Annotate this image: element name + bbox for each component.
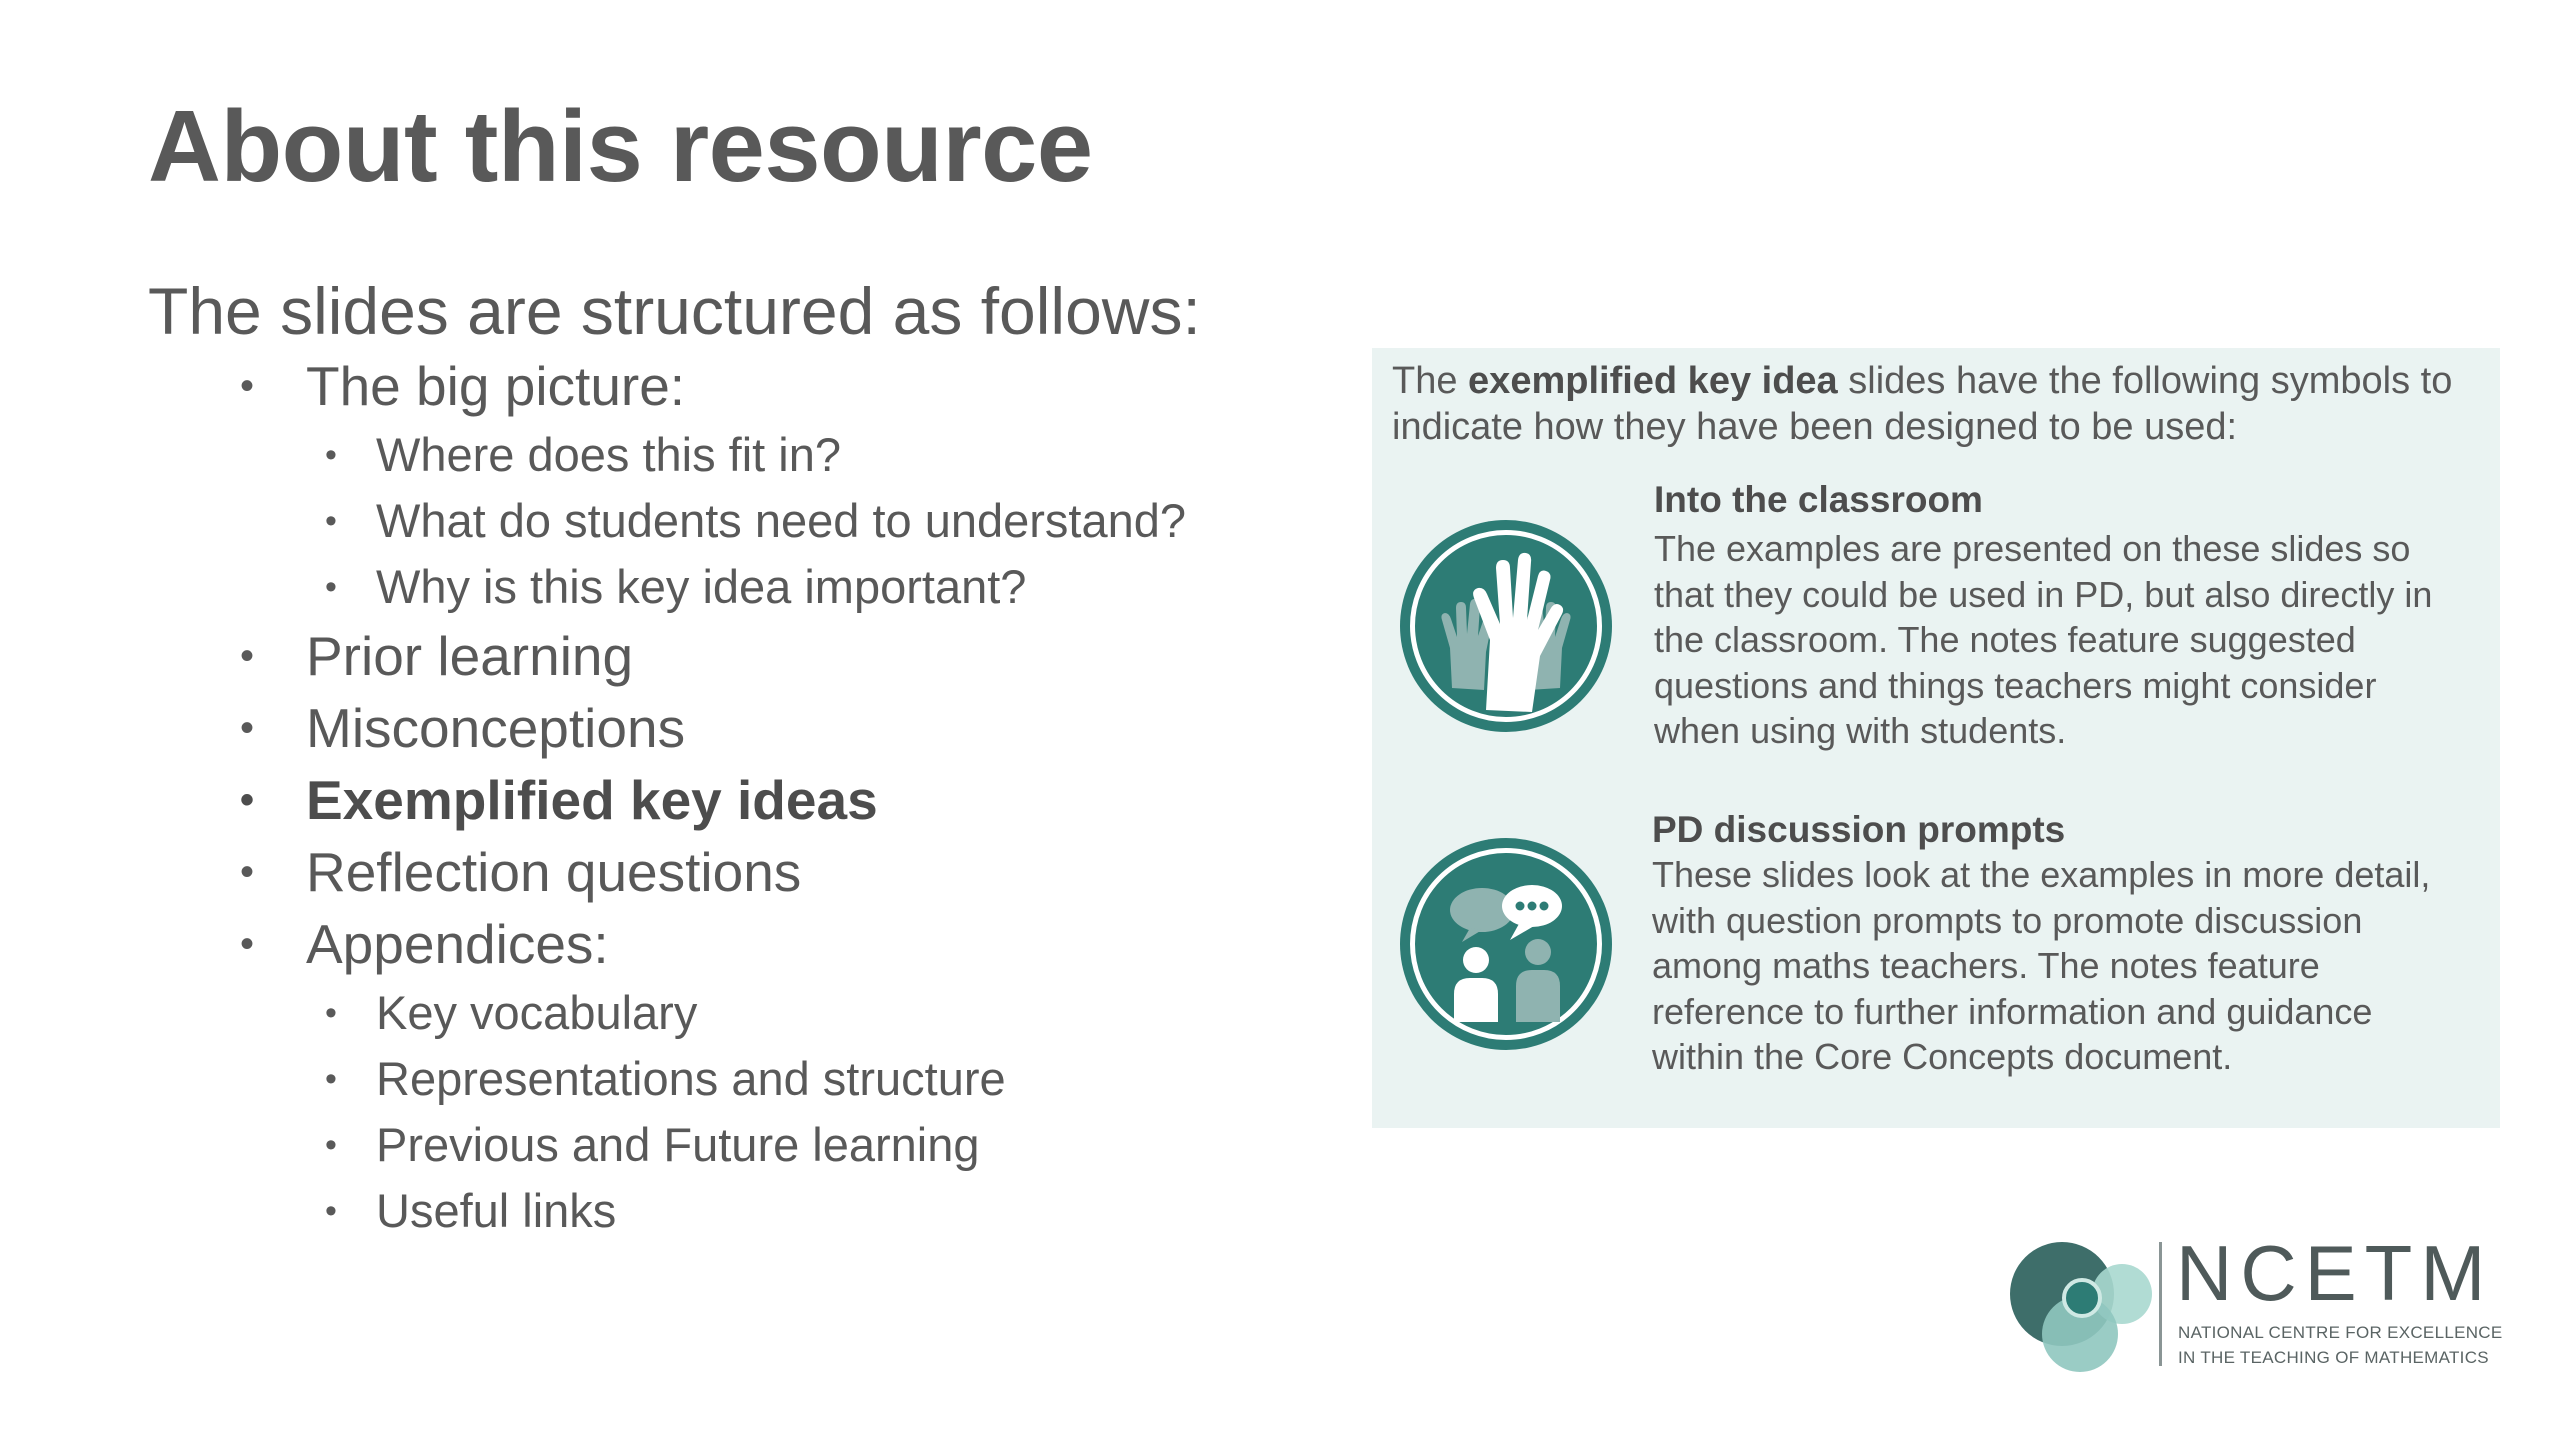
outline-item-appendices (240, 908, 1340, 1244)
outline-subitem: • Where does this fit in? (325, 422, 1340, 488)
outline-item-prior-learning: • Prior learning (240, 620, 1340, 692)
symbols-panel (1372, 348, 2500, 1128)
pd-prompts-title: PD discussion prompts (1652, 809, 2066, 850)
ncetm-logo (2004, 1229, 2504, 1376)
outline-item-misconceptions: • Misconceptions (240, 692, 1340, 764)
outline-item-reflection: • Reflection questions (240, 836, 1340, 908)
outline-subitem: • Representations and structure (325, 1046, 1340, 1112)
intro-text: The slides are structured as follows: (148, 274, 1201, 348)
logo-subtitle-line: IN THE TEACHING OF MATHEMATICS (2178, 1348, 2489, 1367)
outline-item-exemplified-key-ideas: • Exemplified key ideas (240, 764, 1340, 836)
outline-subitem: • Previous and Future learning (325, 1112, 1340, 1178)
outline-subitem: • Why is this key idea important? (325, 554, 1340, 620)
panel-intro-start: The (1392, 360, 1469, 402)
logo-divider (2159, 1242, 2162, 1366)
panel-intro-bold: exemplified key idea (1468, 360, 1838, 402)
page-title: About this resource (148, 91, 1093, 203)
slide-outline (240, 350, 1340, 1244)
classroom-title: Into the classroom (1654, 479, 1983, 520)
outline-subitem: • What do students need to understand? (325, 488, 1340, 554)
panel-intro (1392, 358, 2482, 450)
pd-prompts-text: These slides look at the examples in more detail, with question prompts to promote discussion among maths teachers. The notes feature reference to further information and guidance within the Core Concepts document. (1652, 854, 2431, 1077)
discussion-people-icon (1400, 838, 1612, 1050)
outline-label: Appendices: (306, 913, 609, 975)
outline-item-big-picture (240, 350, 1340, 620)
classroom-text: The examples are presented on these slides so that they could be used in PD, but also directly in the classroom. The notes feature suggested questions and things teachers might consider when using with students. (1654, 528, 2433, 751)
outline-subitem: • Key vocabulary (325, 980, 1340, 1046)
ncetm-logo-mark-icon (2004, 1236, 2154, 1376)
raised-hands-icon (1400, 520, 1612, 732)
logo-subtitle-line: NATIONAL CENTRE FOR EXCELLENCE (2178, 1323, 2503, 1342)
outline-subitem: • Useful links (325, 1178, 1340, 1244)
outline-label: The big picture: (306, 355, 686, 417)
logo-name: NCETM (2176, 1229, 2494, 1317)
panel-intro-end: slides have the following symbols to indicate how they have been designed to be used: (1392, 360, 2453, 448)
logo-subtitle (2178, 1320, 2503, 1370)
